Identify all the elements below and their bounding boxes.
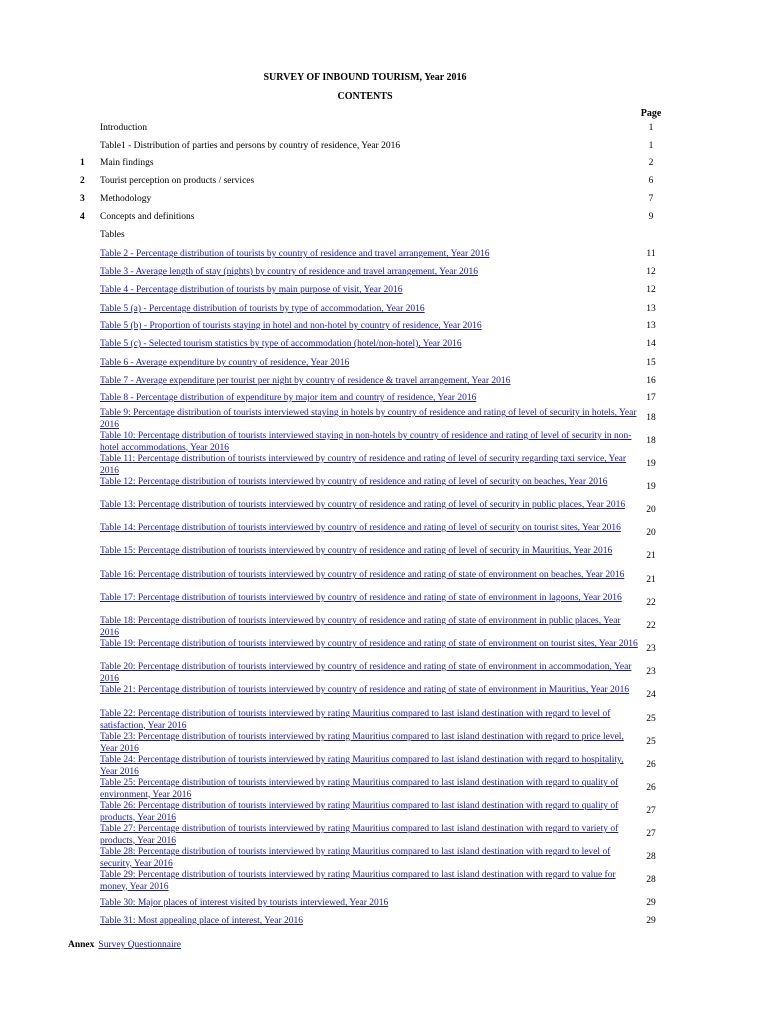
toc-label: Table1 - Distribution of parties and persons by country of residence, Year 2016	[100, 141, 401, 151]
page-number: 29	[646, 898, 656, 908]
page-number: 18	[646, 413, 656, 423]
page-number: 14	[646, 339, 656, 349]
page-number: 21	[646, 575, 656, 585]
page-number: 13	[646, 321, 656, 331]
section-number: 2	[80, 176, 85, 186]
page-number: 16	[646, 376, 656, 386]
page-number: 23	[646, 667, 656, 677]
toc-link[interactable]: Table 10: Percentage distribution of tourists interviewed staying in non-hotels by country of residence and rating of level of security in non-hotel accommodations, Year 2016	[100, 431, 632, 453]
toc-link[interactable]: Table 7 - Average expenditure per tourist per night by country of residence & travel arrangement, Year 2016	[100, 376, 511, 386]
page-number: 29	[646, 916, 656, 926]
page-number: 25	[646, 714, 656, 724]
toc-link[interactable]: Table 19: Percentage distribution of tourists interviewed by country of residence and rating of state of environment on tourist sites, Year 2016	[100, 639, 638, 649]
page-number: 26	[646, 760, 656, 770]
toc-label: Tables	[100, 230, 125, 240]
page-number: 28	[646, 875, 656, 885]
toc-link[interactable]: Table 31: Most appealing place of interest, Year 2016	[100, 916, 304, 926]
annex-label: Annex	[68, 940, 95, 950]
page-number: 6	[648, 176, 654, 186]
page-number: 7	[648, 194, 654, 204]
page-number: 9	[648, 212, 654, 222]
page-number: 23	[646, 644, 656, 654]
page-number: 19	[646, 459, 656, 469]
toc-link[interactable]: Table 21: Percentage distribution of tourists interviewed by country of residence and rating of state of environment in Mauritius, Year 2016	[100, 685, 630, 695]
toc-link[interactable]: Table 23: Percentage distribution of tourists interviewed by rating Mauritius compared to last island destination with regard to price level, Year 2016	[100, 732, 624, 754]
toc-link[interactable]: Table 27: Percentage distribution of tourists interviewed by rating Mauritius compared to last island destination with regard to variety of products, Year 2016	[100, 824, 619, 846]
page-number: 1	[648, 141, 654, 151]
toc-link[interactable]: Table 18: Percentage distribution of tourists interviewed by country of residence and rating of state of environment in public places, Year 2016	[100, 616, 621, 638]
page-number: 20	[646, 505, 656, 515]
toc-link[interactable]: Table 5 (a) - Percentage distribution of tourists by type of accommodation, Year 2016	[100, 304, 425, 314]
toc-link[interactable]: Table 16: Percentage distribution of tourists interviewed by country of residence and rating of state of environment on beaches, Year 2016	[100, 570, 625, 580]
page-number: 1	[648, 123, 654, 133]
toc-link[interactable]: Table 20: Percentage distribution of tourists interviewed by country of residence and rating of state of environment in accommodation, Year 2016	[100, 662, 632, 684]
toc-label: Introduction	[100, 123, 147, 133]
page-number: 28	[646, 852, 656, 862]
toc-link[interactable]: Table 22: Percentage distribution of tourists interviewed by rating Mauritius compared to last island destination with regard to level of satisfaction, Year 2016	[100, 709, 611, 731]
section-number: 1	[80, 158, 85, 168]
toc-label: Tourist perception on products / services	[100, 176, 255, 186]
page-number: 12	[646, 285, 656, 295]
toc-link[interactable]: Table 4 - Percentage distribution of tourists by main purpose of visit, Year 2016	[100, 285, 403, 295]
toc-label: Methodology	[100, 194, 152, 204]
page-number: 24	[646, 690, 656, 700]
page-number: 11	[646, 249, 656, 259]
page-number: 27	[646, 829, 656, 839]
toc-link[interactable]: Table 9: Percentage distribution of tourists interviewed staying in hotels by country of residence and rating of level of security in hotels, Year 2016	[100, 408, 637, 430]
page-number: 25	[646, 737, 656, 747]
toc-link[interactable]: Table 30: Major places of interest visited by tourists interviewed, Year 2016	[100, 898, 389, 908]
page-number: 18	[646, 436, 656, 446]
toc-link[interactable]: Table 17: Percentage distribution of tourists interviewed by country of residence and rating of state of environment in lagoons, Year 2016	[100, 593, 622, 603]
annex-row	[68, 940, 181, 950]
toc-link[interactable]: Table 15: Percentage distribution of tourists interviewed by country of residence and rating of level of security in Mauritius, Year 2016	[100, 546, 613, 556]
page-column-header: Page	[640, 108, 662, 119]
page-number: 21	[646, 551, 656, 561]
survey-questionnaire-link[interactable]: Survey Questionnaire	[98, 940, 181, 950]
section-number: 3	[80, 194, 85, 204]
toc-link[interactable]: Table 25: Percentage distribution of tourists interviewed by rating Mauritius compared to last island destination with regard to quality of environment, Year 2016	[100, 778, 619, 800]
toc-link[interactable]: Table 5 (b) - Proportion of tourists staying in hotel and non-hotel by country of residence, Year 2016	[100, 321, 482, 331]
page-number: 2	[648, 158, 654, 168]
document-title: SURVEY OF INBOUND TOURISM, Year 2016	[263, 72, 467, 83]
page-number: 22	[646, 621, 656, 631]
toc-link[interactable]: Table 8 - Percentage distribution of expenditure by major item and country of residence, Year 2016	[100, 393, 477, 403]
toc-link[interactable]: Table 5 (c) - Selected tourism statistics by type of accommodation (hotel/non-hotel), Year 2016	[100, 339, 462, 349]
page-number: 17	[646, 393, 656, 403]
page-number: 20	[646, 528, 656, 538]
toc-link[interactable]: Table 12: Percentage distribution of tourists interviewed by country of residence and rating of level of security on beaches, Year 2016	[100, 477, 608, 487]
page-number: 26	[646, 783, 656, 793]
page-number: 12	[646, 267, 656, 277]
page-number: 27	[646, 806, 656, 816]
contents-heading: CONTENTS	[337, 91, 393, 102]
toc-link[interactable]: Table 11: Percentage distribution of tourists interviewed by country of residence and rating of level of security regarding taxi service, Year 2016	[100, 454, 627, 476]
toc-link[interactable]: Table 14: Percentage distribution of tourists interviewed by country of residence and rating of level of security on tourist sites, Year 2016	[100, 523, 621, 533]
page-number: 22	[646, 598, 656, 608]
page-number: 13	[646, 304, 656, 314]
toc-label: Main findings	[100, 158, 154, 168]
section-number: 4	[80, 212, 85, 222]
toc-link[interactable]: Table 28: Percentage distribution of tourists interviewed by rating Mauritius compared to last island destination with regard to level of security, Year 2016	[100, 847, 611, 869]
toc-link[interactable]: Table 24: Percentage distribution of tourists interviewed by rating Mauritius compared to last island destination with regard to hospitality, Year 2016	[100, 755, 624, 777]
page-number: 15	[646, 358, 656, 368]
page-number: 19	[646, 482, 656, 492]
toc-link[interactable]: Table 6 - Average expenditure by country of residence, Year 2016	[100, 358, 350, 368]
toc-link[interactable]: Table 2 - Percentage distribution of tourists by country of residence and travel arrangement, Year 2016	[100, 249, 490, 259]
toc-link[interactable]: Table 13: Percentage distribution of tourists interviewed by country of residence and rating of level of security in public places, Year 2016	[100, 500, 626, 510]
toc-link[interactable]: Table 29: Percentage distribution of tourists interviewed by rating Mauritius compared to last island destination with regard to value for money, Year 2016	[100, 870, 616, 892]
toc-label: Concepts and definitions	[100, 212, 195, 222]
toc-link[interactable]: Table 3 - Average length of stay (nights) by country of residence and travel arrangement, Year 2016	[100, 267, 478, 277]
toc-link[interactable]: Table 26: Percentage distribution of tourists interviewed by rating Mauritius compared to last island destination with regard to quality of products, Year 2016	[100, 801, 619, 823]
